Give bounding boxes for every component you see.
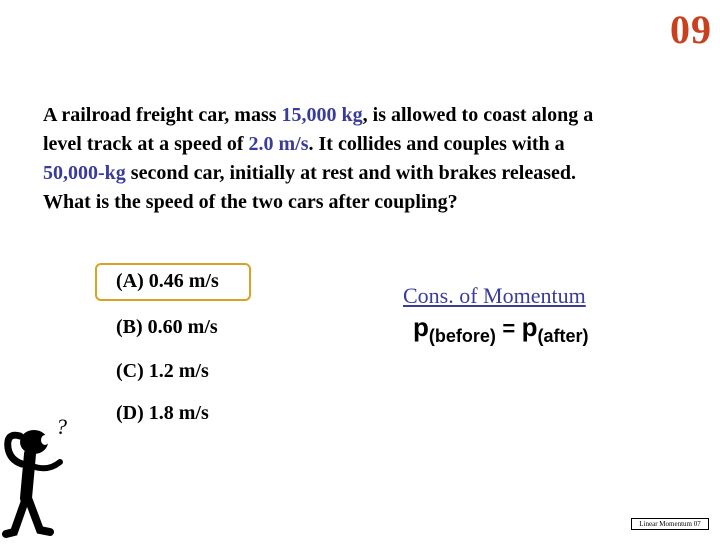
question-part-3: . It collides and couples with a	[308, 133, 565, 155]
formula-after: (after)	[537, 326, 589, 346]
thinking-person-icon	[0, 412, 110, 545]
mass-value: 15,000 kg	[281, 104, 363, 126]
momentum-formula	[413, 312, 589, 346]
formula-p-before: p	[413, 312, 429, 342]
formula-before: (before)	[428, 326, 496, 346]
option-b[interactable]: (B) 0.60 m/s	[116, 316, 218, 338]
formula-p-after: p	[521, 312, 538, 342]
question-text	[43, 101, 603, 217]
formula-equals: =	[502, 316, 516, 341]
option-c[interactable]: (C) 1.2 m/s	[116, 360, 209, 382]
option-d[interactable]: (D) 1.8 m/s	[116, 402, 209, 424]
option-a[interactable]: (A) 0.46 m/s	[116, 270, 219, 292]
question-part-1: A railroad freight car, mass	[43, 104, 282, 126]
slide-number: 09	[670, 7, 712, 52]
footer-label: Linear Momentum 07	[631, 518, 709, 530]
thinking-question-mark: ?	[56, 414, 67, 439]
question-part-4: second car, initially at rest and with brakes released. What is the speed of the two cars after coupling?	[43, 162, 576, 213]
hint-title: Cons. of Momentum	[403, 283, 586, 308]
question-part-2: , is allowed to coast along a level track at a speed of	[43, 104, 594, 155]
speed-value: 2.0 m/s	[248, 133, 309, 155]
second-mass-value: 50,000-kg	[43, 162, 126, 184]
